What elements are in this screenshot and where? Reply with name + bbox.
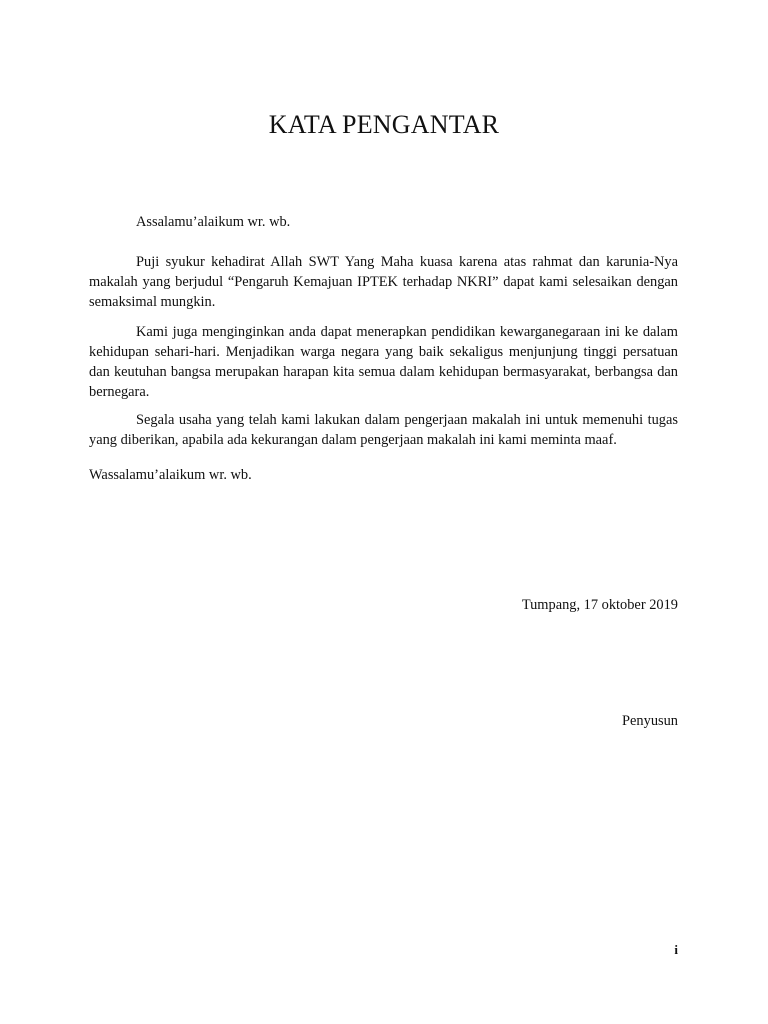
closing-text: Wassalamu’alaikum wr. wb. — [89, 467, 252, 483]
document-title: KATA PENGANTAR — [268, 110, 500, 139]
greeting-text: Assalamu’alaikum wr. wb. — [136, 214, 291, 230]
paragraph-1: Puji syukur kehadirat Allah SWT Yang Maha kuasa karena atas rahmat dan karunia-Nya makalah yang berjudul “Pengaruh Kemajuan IPTEK terhadap NKRI” dapat kami selesaikan dengan semaksimal mungkin. — [89, 254, 678, 310]
paragraph-2: Kami juga menginginkan anda dapat menerapkan pendidikan kewarganegaraan ini ke dalam kehidupan sehari-hari. Menjadikan warga negara yang baik sekaligus menjunjung tinggi persatuan dan keutuhan bangsa merupakan harapan kita semua dalam kehidupan bermasyarakat, berbangsa dan bernegara. — [89, 324, 678, 400]
page-number: i — [674, 942, 678, 957]
place-date: Tumpang, 17 oktober 2019 — [521, 597, 678, 613]
author-label: Penyusun — [622, 713, 678, 729]
paragraph-3: Segala usaha yang telah kami lakukan dalam pengerjaan makalah ini untuk memenuhi tugas yang diberikan, apabila ada kekurangan dalam pengerjaan makalah ini kami meminta maaf. — [89, 412, 678, 448]
